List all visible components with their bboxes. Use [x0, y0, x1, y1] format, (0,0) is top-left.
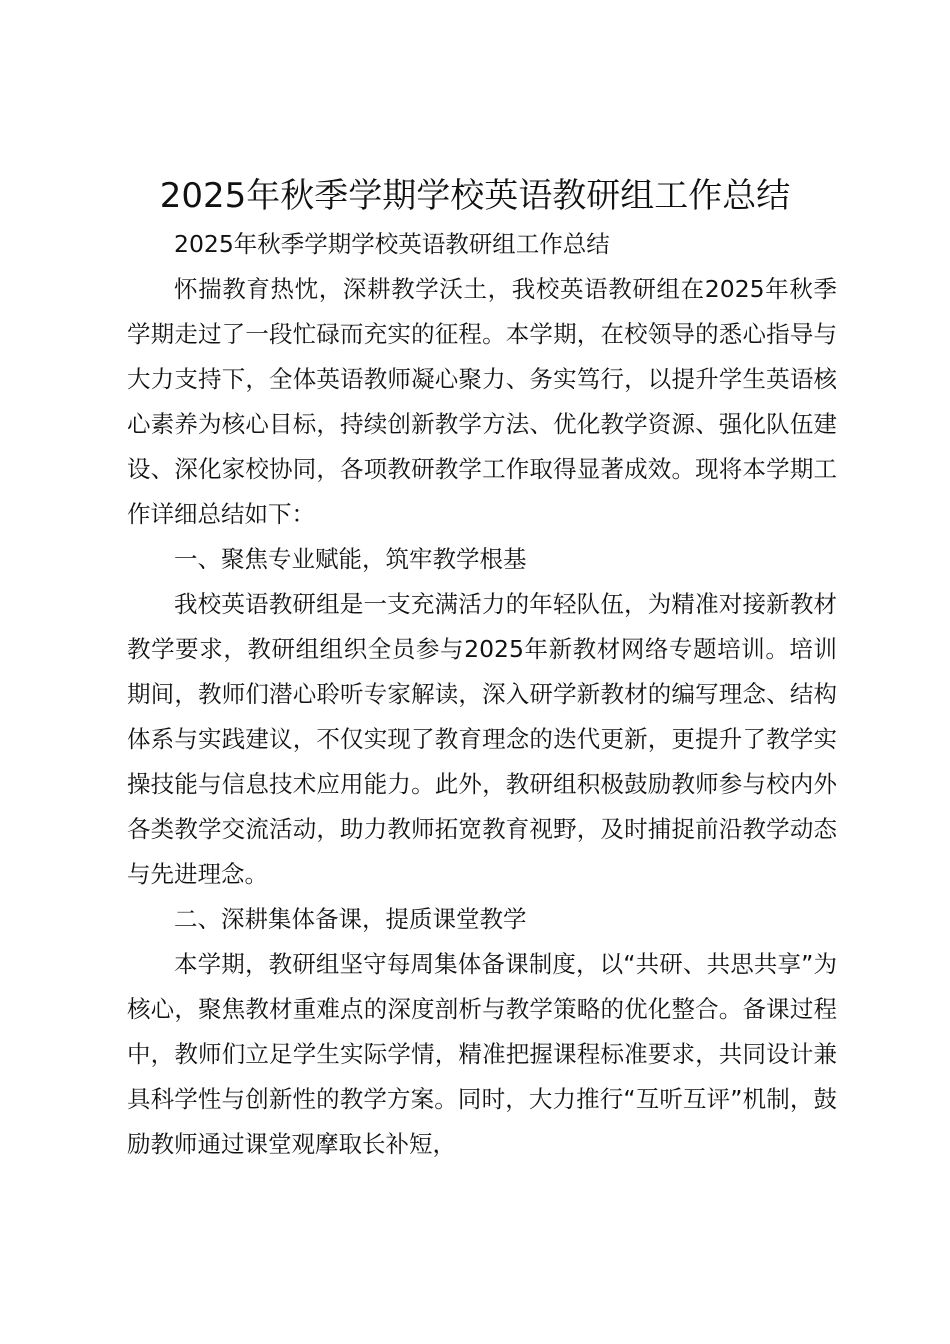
- section-heading-1: 一、聚焦专业赋能，筑牢教学根基: [174, 545, 527, 573]
- document-title: 2025年秋季学期学校英语教研组工作总结: [159, 176, 791, 216]
- intro-paragraph: 怀揣教育热忱，深耕教学沃土，我校英语教研组在2025年秋季学期走过了一段忙碌而充实的征程。本学期，在校领导的悉心指导与大力支持下，全体英语教师凝心聚力、务实笃行，以提升学生英语核心素养为核心目标，持续创新教学方法、优化教学资源、强化队伍建设、深化家校协同，各项教研教学工作取得显著成效。现将本学期工作详细总结如下：: [127, 275, 837, 528]
- subtitle-paragraph: 2025年秋季学期学校英语教研组工作总结: [174, 230, 610, 258]
- section-heading-2: 二、深耕集体备课，提质课堂教学: [174, 905, 527, 933]
- section-1-paragraph: 我校英语教研组是一支充满活力的年轻队伍，为精准对接新教材教学要求，教研组组织全员参与2025年新教材网络专题培训。培训期间，教师们潜心聆听专家解读，深入研学新教材的编写理念、结构体系与实践建议，不仅实现了教育理念的迭代更新，更提升了教学实操技能与信息技术应用能力。此外，教研组积极鼓励教师参与校内外各类教学交流活动，助力教师拓宽教育视野，及时捕捉前沿教学动态与先进理念。: [127, 590, 837, 888]
- document-body: [127, 222, 837, 1167]
- section-2-paragraph: 本学期，教研组坚守每周集体备课制度，以“共研、共思共享”为核心，聚焦教材重难点的深度剖析与教学策略的优化整合。备课过程中，教师们立足学生实际学情，精准把握课程标准要求，共同设计兼具科学性与创新性的教学方案。同时，大力推行“互听互评”机制，鼓励教师通过课堂观摩取长补短，: [127, 950, 837, 1158]
